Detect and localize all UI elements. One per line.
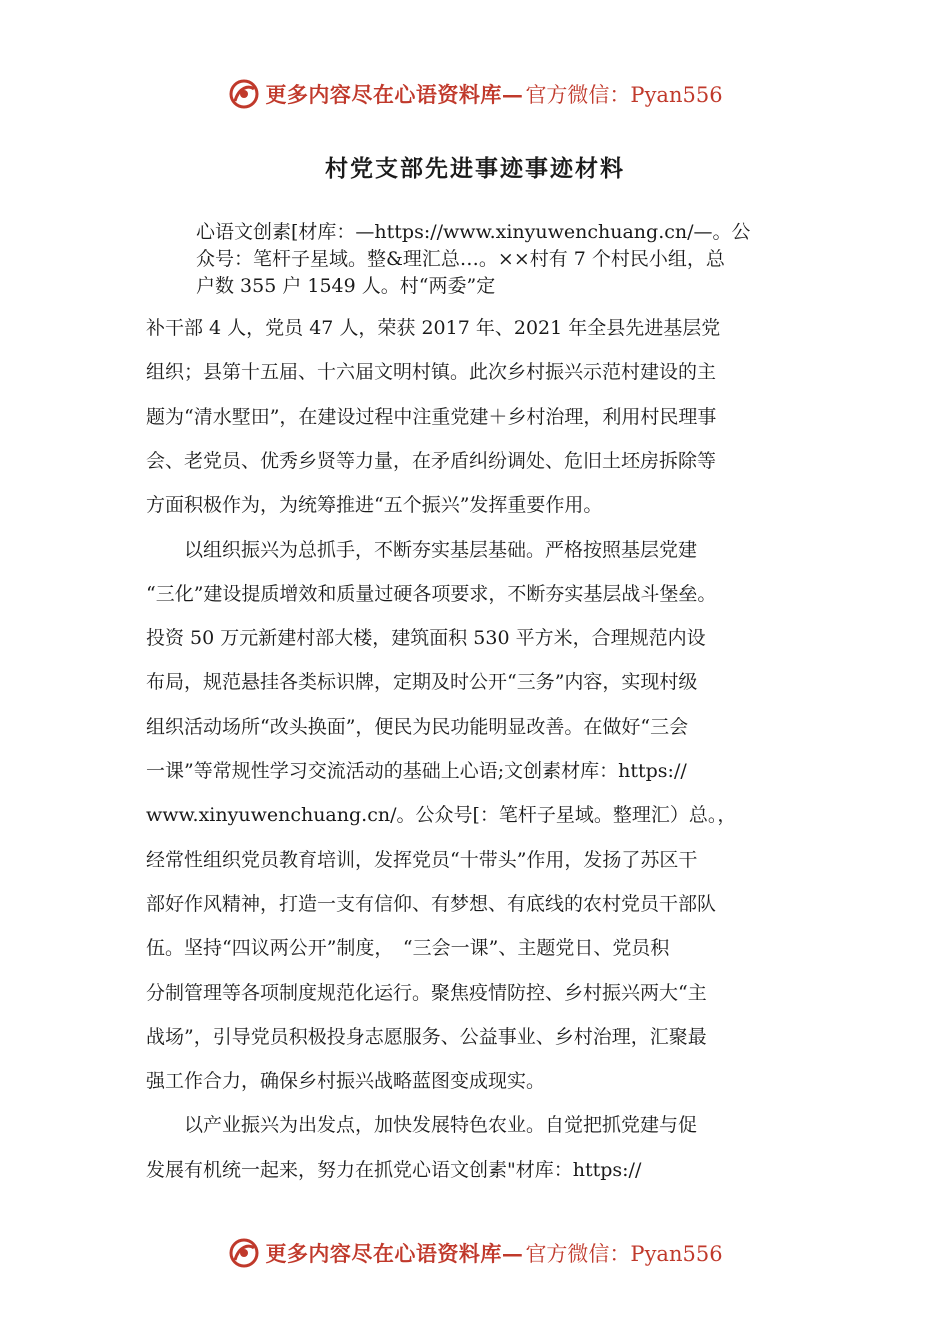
brand-logo-icon (227, 1236, 261, 1270)
body-line: 方面积极作为，为统筹推进“五个振兴”发挥重要作用。 (146, 494, 603, 517)
body-line: 一课”等常规性学习交流活动的基础上心语;文创素材库：https:// (146, 760, 687, 782)
body-line: 强工作合力，确保乡村振兴战略蓝图变成现实。 (146, 1070, 546, 1093)
banner-wechat: 官方微信：Pyan556 (525, 1242, 723, 1266)
body-line: 分制管理等各项制度规范化运行。聚焦疫情防控、乡村振兴两大“主 (146, 981, 707, 1004)
intro-line: 众号：笔杆子星域。整&理汇总…。××村有 7 个村民小组，总 (196, 248, 725, 270)
body-line: 以产业振兴为出发点，加快发展特色农业。自觉把抓党建与促 (146, 1114, 698, 1137)
body-line: 经常性组织党员教育培训，发挥党员“十带头”作用，发扬了苏区干 (146, 848, 698, 871)
body-line: 补干部 4 人，党员 47 人，荣获 2017 年、2021 年全县先进基层党 (146, 317, 721, 339)
body-line: 伍。坚持“四议两公开”制度， “三会一课”、主题党日、党员积 (146, 937, 670, 960)
body-line: 组织；县第十五届、十六届文明村镇。此次乡村振兴示范村建设的主 (146, 361, 717, 384)
body-line: 部好作风精神，打造一支有信仰、有梦想、有底线的农村党员干部队 (146, 892, 717, 915)
body-line: 题为“清水墅田”，在建设过程中注重党建＋乡村治理，利用村民理事 (146, 405, 717, 428)
banner-text: 更多内容尽在心语资料库— (265, 82, 524, 107)
body-line: 投资 50 万元新建村部大楼，建筑面积 530 平方米，合理规范内设 (146, 627, 706, 650)
body-line: 会、老党员、优秀乡贤等力量，在矛盾纠纷调处、危旧土坯房拆除等 (146, 449, 717, 472)
intro-block (196, 219, 826, 300)
body-line: 战场”，引导党员积极投身志愿服务、公益事业、乡村治理，汇聚最 (146, 1025, 707, 1048)
banner-wechat: 官方微信：Pyan556 (525, 83, 723, 107)
banner-text: 更多内容尽在心语资料库— (265, 1241, 524, 1266)
body-line: www.xinyuwenchuang.cn/。公众号[：笔杆子星域。整理汇）总。， (146, 804, 737, 827)
body-line: 发展有机统一起来，努力在抓党心语文创素"材库：https:// (146, 1158, 642, 1181)
brand-logo-icon (227, 77, 261, 111)
body-line: 组织活动场所“改头换面”，便民为民功能明显改善。在做好“三会 (146, 715, 689, 738)
intro-line: 户数 355 户 1549 人。村“两委”定 (196, 275, 496, 297)
footer-banner (0, 1233, 950, 1273)
body-line: 以组织振兴为总抓手，不断夯实基层基础。严格按照基层党建 (146, 538, 698, 561)
document-title: 村党支部先进事迹事迹材料 (325, 156, 625, 182)
header-banner (0, 74, 950, 114)
body-line: “三化”建设提质增效和质量过硬各项要求，不断夯实基层战斗堡垒。 (146, 582, 717, 605)
intro-line: 心语文创素[材库：—https://www.xinyuwenchuang.cn/—。公 (196, 221, 751, 243)
body-line: 布局，规范悬挂各类标识牌，定期及时公开“三务”内容，实现村级 (146, 671, 698, 694)
